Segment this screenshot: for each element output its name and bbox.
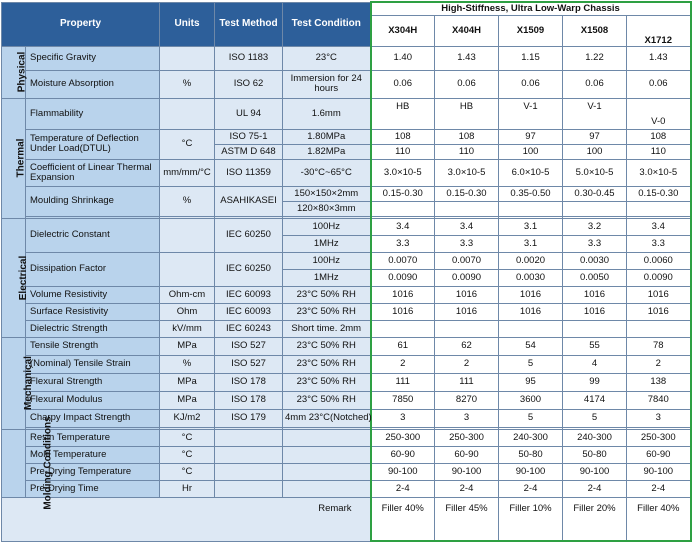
property-label: Temperature of Deflection Under Load(DTUL) <box>26 129 160 159</box>
value-cell: 1016 <box>563 303 627 320</box>
grade-header: X1509 <box>499 15 563 46</box>
value-cell: 250-300 <box>371 429 435 446</box>
property-label: Surface Resistivity <box>26 303 160 320</box>
property-label: Resin Temperature <box>26 429 160 446</box>
value-cell: 3.0×10-5 <box>435 159 499 186</box>
header-property: Property <box>2 2 160 46</box>
value-cell: 60-90 <box>435 446 499 463</box>
value-cell: 1016 <box>499 286 563 303</box>
units-cell: % <box>160 70 215 98</box>
units-cell: °C <box>160 129 215 159</box>
value-cell: 0.0090 <box>371 269 435 286</box>
value-cell: 3 <box>627 409 691 427</box>
category-physical: Physical <box>2 46 26 98</box>
condition-cell: 120×80×3mm <box>283 201 371 216</box>
value-cell: V-1 <box>499 98 563 129</box>
value-cell: 2-4 <box>371 480 435 497</box>
value-cell <box>435 320 499 337</box>
value-cell: 4174 <box>563 391 627 409</box>
value-cell: 3600 <box>499 391 563 409</box>
value-cell: 0.0090 <box>435 269 499 286</box>
value-cell: 2 <box>371 355 435 373</box>
remark-label: Remark <box>2 497 371 541</box>
value-cell: 3.4 <box>627 218 691 235</box>
value-cell: HB <box>435 98 499 129</box>
value-cell: 2 <box>627 355 691 373</box>
remark-value: Filler 20% <box>563 497 627 541</box>
condition-cell: Immersion for 24 hours <box>283 70 371 98</box>
value-cell: 61 <box>371 337 435 355</box>
value-cell: 62 <box>435 337 499 355</box>
value-cell: 0.0060 <box>627 252 691 269</box>
condition-cell <box>283 463 371 480</box>
value-cell <box>563 320 627 337</box>
value-cell: 2-4 <box>627 480 691 497</box>
condition-cell: 23°C 50% RH <box>283 355 371 373</box>
property-label: Coefficient of Linear Thermal Expansion <box>26 159 160 186</box>
value-cell: 111 <box>371 373 435 391</box>
value-cell: 0.06 <box>371 70 435 98</box>
value-cell: 5 <box>499 409 563 427</box>
value-cell: 0.0070 <box>371 252 435 269</box>
condition-cell: 23°C <box>283 46 371 70</box>
value-cell: 111 <box>435 373 499 391</box>
remark-value: Filler 40% <box>371 497 435 541</box>
value-cell: 3.4 <box>371 218 435 235</box>
condition-cell: 1.6mm <box>283 98 371 129</box>
method-cell: ISO 62 <box>215 70 283 98</box>
value-cell: 2-4 <box>563 480 627 497</box>
value-cell: 8270 <box>435 391 499 409</box>
header-test-condition: Test Condition <box>283 2 371 46</box>
property-label: Pre-Drying Temperature <box>26 463 160 480</box>
value-cell: 1016 <box>435 286 499 303</box>
method-cell: ISO 178 <box>215 373 283 391</box>
condition-cell: 150×150×2mm <box>283 186 371 201</box>
value-cell <box>627 320 691 337</box>
value-cell: 3.3 <box>371 235 435 252</box>
value-cell: 0.06 <box>499 70 563 98</box>
value-cell: 0.30-0.45 <box>563 186 627 201</box>
value-cell: 3.1 <box>499 235 563 252</box>
value-cell: 5 <box>499 355 563 373</box>
value-cell: V-0 <box>627 98 691 129</box>
value-cell: 108 <box>371 129 435 144</box>
value-cell: 1016 <box>371 286 435 303</box>
method-cell: IEC 60093 <box>215 303 283 320</box>
value-cell: 90-100 <box>627 463 691 480</box>
units-cell: Hr <box>160 480 215 497</box>
method-cell <box>215 446 283 463</box>
units-cell: mm/mm/°C <box>160 159 215 186</box>
value-cell <box>499 201 563 216</box>
condition-cell <box>283 429 371 446</box>
units-cell <box>160 98 215 129</box>
value-cell: 97 <box>499 129 563 144</box>
property-label: Dielectric Strength <box>26 320 160 337</box>
units-cell <box>160 252 215 286</box>
value-cell: 90-100 <box>563 463 627 480</box>
condition-cell: 1.82MPa <box>283 144 371 159</box>
condition-cell: 100Hz <box>283 218 371 235</box>
value-cell: 1016 <box>627 286 691 303</box>
property-label: Charpy Impact Strength <box>26 409 160 427</box>
value-cell: 3.4 <box>435 218 499 235</box>
method-cell: ISO 527 <box>215 337 283 355</box>
value-cell: 99 <box>563 373 627 391</box>
condition-cell: 4mm 23°C(Notched) <box>283 409 371 427</box>
value-cell: 3.3 <box>435 235 499 252</box>
value-cell: 1016 <box>371 303 435 320</box>
value-cell: 3 <box>371 409 435 427</box>
property-label: Pre-Drying Time <box>26 480 160 497</box>
value-cell <box>371 320 435 337</box>
method-cell <box>215 480 283 497</box>
category-thermal: Thermal <box>2 98 26 218</box>
value-cell: 110 <box>371 144 435 159</box>
value-cell: 1016 <box>627 303 691 320</box>
method-cell: ASTM D 648 <box>215 144 283 159</box>
units-cell: °C <box>160 463 215 480</box>
value-cell: 3.0×10-5 <box>627 159 691 186</box>
value-cell: 6.0×10-5 <box>499 159 563 186</box>
value-cell: 5 <box>563 409 627 427</box>
property-label: Flexural Strength <box>26 373 160 391</box>
value-cell: 1016 <box>499 303 563 320</box>
value-cell: 110 <box>435 144 499 159</box>
value-cell: 0.0090 <box>627 269 691 286</box>
units-cell: MPa <box>160 373 215 391</box>
property-label: Mold Temperature <box>26 446 160 463</box>
value-cell: 54 <box>499 337 563 355</box>
value-cell: 0.06 <box>627 70 691 98</box>
value-cell <box>499 320 563 337</box>
value-cell <box>435 201 499 216</box>
value-cell: 240-300 <box>563 429 627 446</box>
method-cell: ISO 527 <box>215 355 283 373</box>
method-cell: UL 94 <box>215 98 283 129</box>
condition-cell: -30°C~65°C <box>283 159 371 186</box>
condition-cell: 23°C 50% RH <box>283 391 371 409</box>
header-test-method: Test Method <box>215 2 283 46</box>
units-cell: Ohm-cm <box>160 286 215 303</box>
value-cell: 0.15-0.30 <box>435 186 499 201</box>
condition-cell: 1MHz <box>283 235 371 252</box>
units-cell: MPa <box>160 337 215 355</box>
property-label: (Nominal) Tensile Strain <box>26 355 160 373</box>
value-cell: 0.0050 <box>563 269 627 286</box>
value-cell <box>563 201 627 216</box>
value-cell: 3.0×10-5 <box>371 159 435 186</box>
value-cell: 0.06 <box>563 70 627 98</box>
units-cell: kV/mm <box>160 320 215 337</box>
value-cell: 55 <box>563 337 627 355</box>
property-label: Tensile Strength <box>26 337 160 355</box>
value-cell: 1.40 <box>371 46 435 70</box>
remark-value: Filler 45% <box>435 497 499 541</box>
value-cell: 100 <box>563 144 627 159</box>
condition-cell: 1.80MPa <box>283 129 371 144</box>
units-cell: MPa <box>160 391 215 409</box>
value-cell: 0.0070 <box>435 252 499 269</box>
category-mechanical: Mechanical <box>2 337 26 429</box>
value-cell: 110 <box>627 144 691 159</box>
units-cell <box>160 46 215 70</box>
value-cell: 2-4 <box>499 480 563 497</box>
value-cell: 1.22 <box>563 46 627 70</box>
units-cell: °C <box>160 446 215 463</box>
category-electrical: Electrical <box>2 218 26 337</box>
remark-value: Filler 10% <box>499 497 563 541</box>
value-cell: 2 <box>435 355 499 373</box>
value-cell: 7850 <box>371 391 435 409</box>
property-label: Moisture Absorption <box>26 70 160 98</box>
condition-cell: 23°C 50% RH <box>283 303 371 320</box>
value-cell: 50-80 <box>563 446 627 463</box>
value-cell: 97 <box>563 129 627 144</box>
value-cell: 7840 <box>627 391 691 409</box>
material-properties-table <box>1 1 692 542</box>
value-cell: 2-4 <box>435 480 499 497</box>
property-label: Dielectric Constant <box>26 218 160 252</box>
value-cell <box>627 201 691 216</box>
method-cell: IEC 60250 <box>215 218 283 252</box>
method-cell: IEC 60243 <box>215 320 283 337</box>
value-cell: 250-300 <box>627 429 691 446</box>
value-cell: 0.35-0.50 <box>499 186 563 201</box>
property-label: Flammability <box>26 98 160 129</box>
value-cell: 60-90 <box>627 446 691 463</box>
method-cell: ISO 1183 <box>215 46 283 70</box>
value-cell: 108 <box>435 129 499 144</box>
value-cell: 240-300 <box>499 429 563 446</box>
condition-cell <box>283 480 371 497</box>
property-label: Moulding Shrinkage <box>26 186 160 216</box>
value-cell: 0.0030 <box>563 252 627 269</box>
units-cell: % <box>160 186 215 216</box>
grade-header: X1508 <box>563 15 627 46</box>
method-cell: ASAHIKASEI <box>215 186 283 216</box>
grade-header: X1712 <box>627 15 691 46</box>
value-cell: 95 <box>499 373 563 391</box>
value-cell: 0.0020 <box>499 252 563 269</box>
value-cell: 50-80 <box>499 446 563 463</box>
value-cell: 3.3 <box>563 235 627 252</box>
grade-header: X404H <box>435 15 499 46</box>
method-cell: IEC 60250 <box>215 252 283 286</box>
condition-cell: 1MHz <box>283 269 371 286</box>
units-cell: KJ/m2 <box>160 409 215 427</box>
condition-cell: Short time. 2mm <box>283 320 371 337</box>
value-cell: 0.15-0.30 <box>371 186 435 201</box>
value-cell: 1.43 <box>435 46 499 70</box>
condition-cell <box>283 446 371 463</box>
units-cell <box>160 218 215 252</box>
value-cell: 78 <box>627 337 691 355</box>
property-label: Flexural Modulus <box>26 391 160 409</box>
value-cell: 3.2 <box>563 218 627 235</box>
method-cell: ISO 11359 <box>215 159 283 186</box>
remark-value: Filler 40% <box>627 497 691 541</box>
value-cell: 3 <box>435 409 499 427</box>
condition-cell: 23°C 50% RH <box>283 337 371 355</box>
value-cell: 108 <box>627 129 691 144</box>
value-cell: 90-100 <box>435 463 499 480</box>
method-cell: ISO 179 <box>215 409 283 427</box>
value-cell: 3.1 <box>499 218 563 235</box>
method-cell: ISO 75-1 <box>215 129 283 144</box>
value-cell: 1.15 <box>499 46 563 70</box>
value-cell: HB <box>371 98 435 129</box>
value-cell: 0.06 <box>435 70 499 98</box>
condition-cell: 23°C 50% RH <box>283 286 371 303</box>
method-cell: ISO 178 <box>215 391 283 409</box>
series-title: High-Stiffness, Ultra Low-Warp Chassis <box>371 2 691 15</box>
value-cell: 1016 <box>435 303 499 320</box>
value-cell: 3.3 <box>627 235 691 252</box>
grade-header: X304H <box>371 15 435 46</box>
value-cell: 0.15-0.30 <box>627 186 691 201</box>
value-cell: 5.0×10-5 <box>563 159 627 186</box>
value-cell: 90-100 <box>371 463 435 480</box>
value-cell: V-1 <box>563 98 627 129</box>
value-cell: 60-90 <box>371 446 435 463</box>
units-cell: % <box>160 355 215 373</box>
value-cell: 100 <box>499 144 563 159</box>
value-cell: 138 <box>627 373 691 391</box>
property-label: Specific Gravity <box>26 46 160 70</box>
value-cell: 250-300 <box>435 429 499 446</box>
header-units: Units <box>160 2 215 46</box>
method-cell <box>215 429 283 446</box>
value-cell: 4 <box>563 355 627 373</box>
units-cell: Ohm <box>160 303 215 320</box>
value-cell <box>371 201 435 216</box>
category-molding: Molding Conditions <box>2 429 26 497</box>
property-label: Volume Resistivity <box>26 286 160 303</box>
units-cell: °C <box>160 429 215 446</box>
value-cell: 1.43 <box>627 46 691 70</box>
condition-cell: 100Hz <box>283 252 371 269</box>
method-cell: IEC 60093 <box>215 286 283 303</box>
value-cell: 1016 <box>563 286 627 303</box>
value-cell: 0.0030 <box>499 269 563 286</box>
property-label: Dissipation Factor <box>26 252 160 286</box>
value-cell: 90-100 <box>499 463 563 480</box>
method-cell <box>215 463 283 480</box>
condition-cell: 23°C 50% RH <box>283 373 371 391</box>
